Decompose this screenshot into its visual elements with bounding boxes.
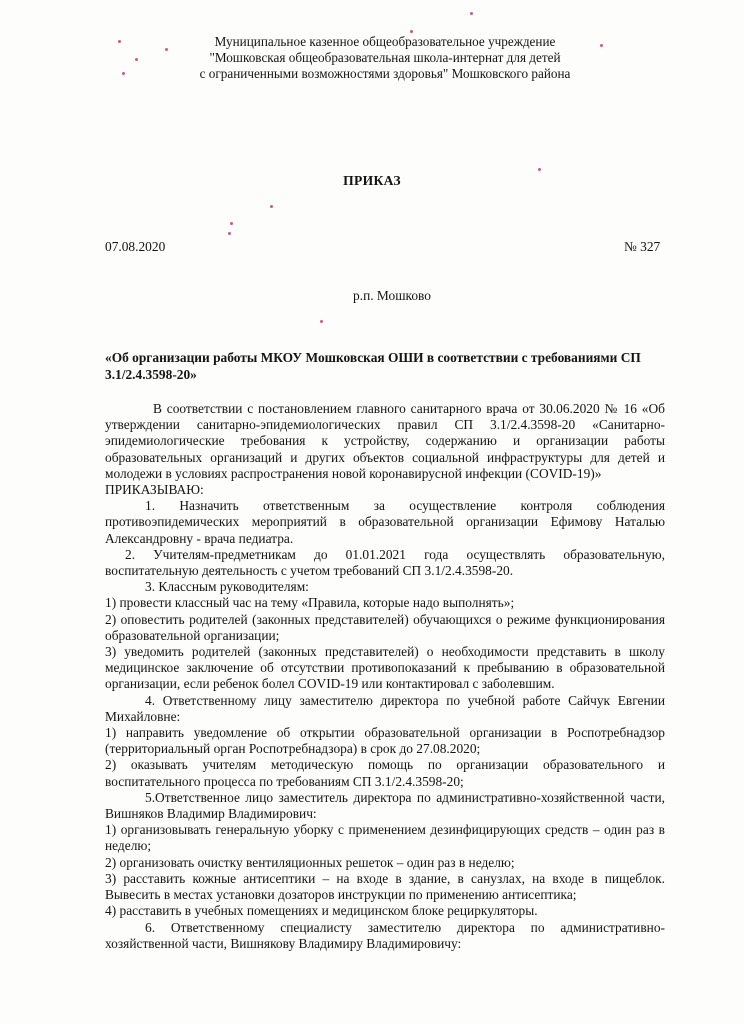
item-5-2: 2) организовать очистку вентиляционных решеток – один раз в неделю; — [105, 854, 515, 870]
ink-speck — [228, 232, 231, 235]
document-subject: «Об организации работы МКОУ Мошковская ОШИ в соответствии с требованиями СП 3.1/2.4.3598-20» — [105, 350, 641, 382]
item-3: 3. Классным руководителям: — [145, 579, 309, 595]
document-number: № 327 — [624, 239, 661, 254]
item-6: 6. Ответственному специалисту заместителю директора по административно-хозяйственной части, Вишнякову Владимиру Владимировичу: — [105, 919, 665, 951]
ink-speck — [320, 320, 323, 323]
ink-speck — [538, 168, 541, 171]
document-date: 07.08.2020 — [105, 239, 166, 254]
item-1: 1. Назначить ответственным за осуществление контроля соблюдения противоэпидемических мероприятий в образовательной организации Ефимову Наталью Александровну - врача педиатра. — [105, 498, 665, 546]
ink-speck — [135, 58, 138, 61]
header-line-3: с ограниченными возможностями здоровья" Мошковского района — [199, 66, 571, 81]
institution-header — [150, 34, 620, 82]
document-body — [105, 401, 665, 952]
item-5: 5.Ответственное лицо заместитель директора по административно-хозяйственной части, Вишняков Владимир Владимирович: — [105, 789, 665, 822]
item-4-2: 2) оказывать учителям методическую помощь по организации образовательного и воспитательного процесса по требованиям СП 3.1/2.4.3598-20; — [105, 757, 665, 789]
item-3-2: 2) оповестить родителей (законных представителей) обучающихся о режиме функционирования образовательной организации; — [105, 611, 665, 643]
document-place: р.п. Мошково — [353, 288, 431, 303]
item-4: 4. Ответственному лицу заместителю директора по учебной работе Сайчук Евгении Михайловне: — [105, 692, 665, 724]
item-5-1: 1) организовывать генеральную уборку с применением дезинфицирующих средств – один раз в неделю; — [105, 822, 665, 854]
item-2: 2. Учителям-предметникам до 01.01.2021 года осуществлять образовательную, воспитательную деятельность с учетом требований СП 3.1/2.4.3598-20. — [105, 546, 665, 579]
item-3-1: 1) провести классный час на тему «Правила, которые надо выполнять»; — [105, 595, 515, 611]
ink-speck — [118, 40, 121, 43]
ink-speck — [410, 30, 413, 33]
order-word: ПРИКАЗЫВАЮ: — [105, 482, 204, 498]
item-3-3: 3) уведомить родителей (законных представителей) о необходимости представить в школу медицинское заключение об отсутствии противопоказаний к пребыванию в образовательной организации, если ребенок болел COVID-19 или контактировал с заболевшим. — [105, 644, 665, 692]
item-5-3: 3) расставить кожные антисептики – на входе в здание, в санузлах, на входе в пищеблок. Вывесить в местах установки дозаторов инструкции по применению антисептика; — [105, 870, 665, 903]
ink-speck — [230, 222, 233, 225]
ink-speck — [470, 12, 473, 15]
header-line-2: "Мошковская общеобразовательная школа-интернат для детей — [209, 50, 561, 65]
item-5-4: 4) расставить в учебных помещениях и медицинском блоке рециркуляторы. — [105, 903, 538, 919]
ink-speck — [122, 72, 125, 75]
ink-speck — [270, 205, 273, 208]
item-4-1: 1) направить уведомление об открытии образовательной организации в Роспотребнадзор (территориальный орган Роспотребнадзора) в срок до 27.08.2020; — [105, 725, 665, 757]
document-title: ПРИКАЗ — [343, 173, 401, 188]
preamble-paragraph: В соответствии с постановлением главного санитарного врача от 30.06.2020 № 16 «Об утверждении санитарно-эпидемиологических правил СП 3.1/2.4.3598-20 «Санитарно-эпидемиологические требования к устройству, содержанию и организации работы образовательных организаций и других объектов социальной инфраструктуры для детей и молодежи в условиях распространения новой коронавирусной инфекции (COVID-19)» — [105, 401, 665, 481]
header-line-1: Муниципальное казенное общеобразовательное учреждение — [214, 34, 556, 49]
